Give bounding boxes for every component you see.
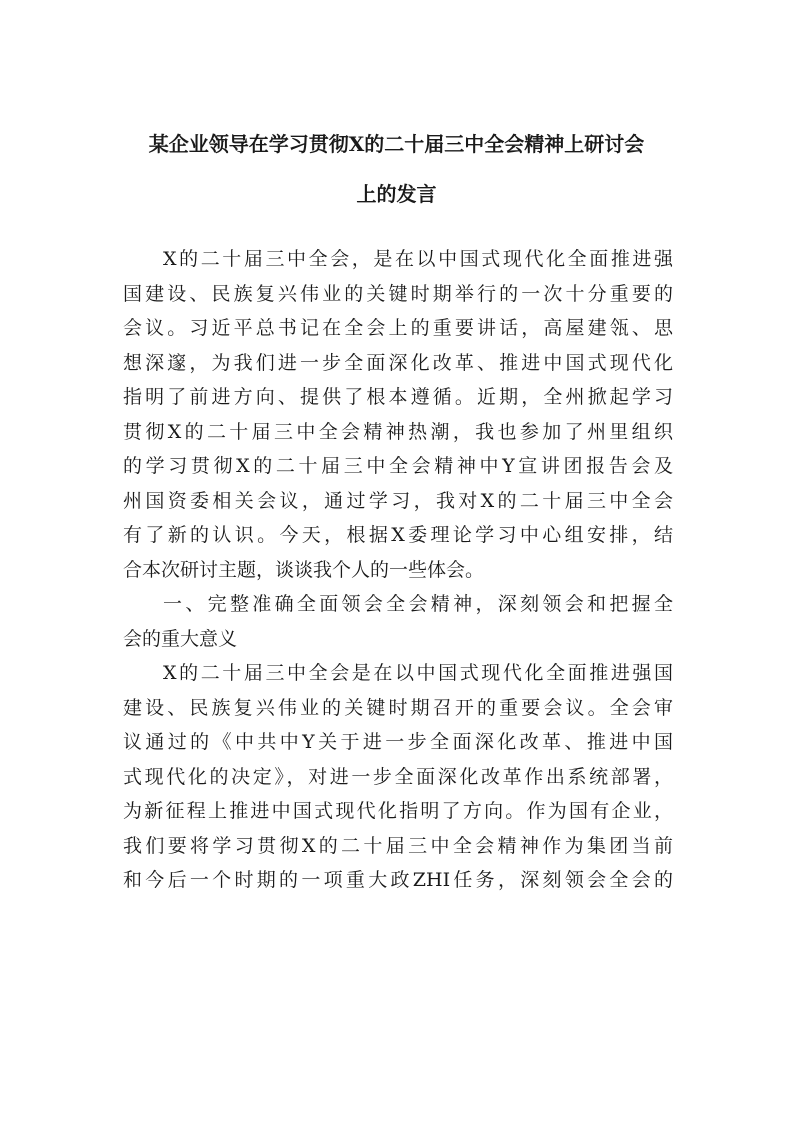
- text-line: 国建设、民族复兴伟业的关键时期举行的一次十分重要的: [123, 282, 673, 305]
- document-title-line-2: 上的发言: [356, 182, 437, 206]
- text-line: 和今后一个时期的一项重大政ZHI任务，深刻领会全会的: [123, 869, 673, 891]
- text-line: 议通过的《中共中Y关于进一步全面深化改革、推进中国: [123, 731, 673, 753]
- section-heading-1: [123, 587, 673, 656]
- heading-line: 会的重大意义: [123, 627, 238, 650]
- text-line: 我们要将学习贯彻X的二十届三中全会精神作为集团当前: [123, 834, 673, 857]
- text-line: 为新征程上推进中国式现代化指明了方向。作为国有企业，: [123, 800, 673, 822]
- document-title-line-1: 某企业领导在学习贯彻X的二十届三中全会精神上研讨会: [148, 132, 645, 156]
- text-line: 合本次研讨主题，谈谈我个人的一些体会。: [123, 558, 485, 581]
- text-line: 建设、民族复兴伟业的关键时期召开的重要会议。全会审: [123, 696, 673, 719]
- text-line: 指明了前进方向、提供了根本遵循。近期，全州掀起学习: [123, 386, 673, 408]
- text-line: 州国资委相关会议，通过学习，我对X的二十届三中全会: [123, 489, 673, 512]
- text-line: 式现代化的决定》，对进一步全面深化改革作出系统部署，: [123, 765, 673, 788]
- text-line: X的二十届三中全会，是在以中国式现代化全面推进强: [163, 248, 673, 270]
- text-line: X的二十届三中全会是在以中国式现代化全面推进强国: [163, 662, 673, 684]
- paragraph-section-1: [123, 656, 673, 898]
- paragraph-intro: [123, 242, 673, 587]
- document-body: [123, 242, 673, 898]
- text-line: 想深邃，为我们进一步全面深化改革、推进中国式现代化: [123, 351, 673, 374]
- text-line: 有了新的认识。今天，根据X委理论学习中心组安排，结: [123, 524, 673, 546]
- text-line: 会议。习近平总书记在全会上的重要讲话，高屋建瓴、思: [123, 317, 673, 339]
- text-line: 的学习贯彻X的二十届三中全会精神中Y宣讲团报告会及: [123, 455, 673, 477]
- heading-line: 一、完整准确全面领会全会精神，深刻领会和把握全: [163, 593, 673, 615]
- text-line: 贯彻X的二十届三中全会精神热潮，我也参加了州里组织: [123, 420, 673, 443]
